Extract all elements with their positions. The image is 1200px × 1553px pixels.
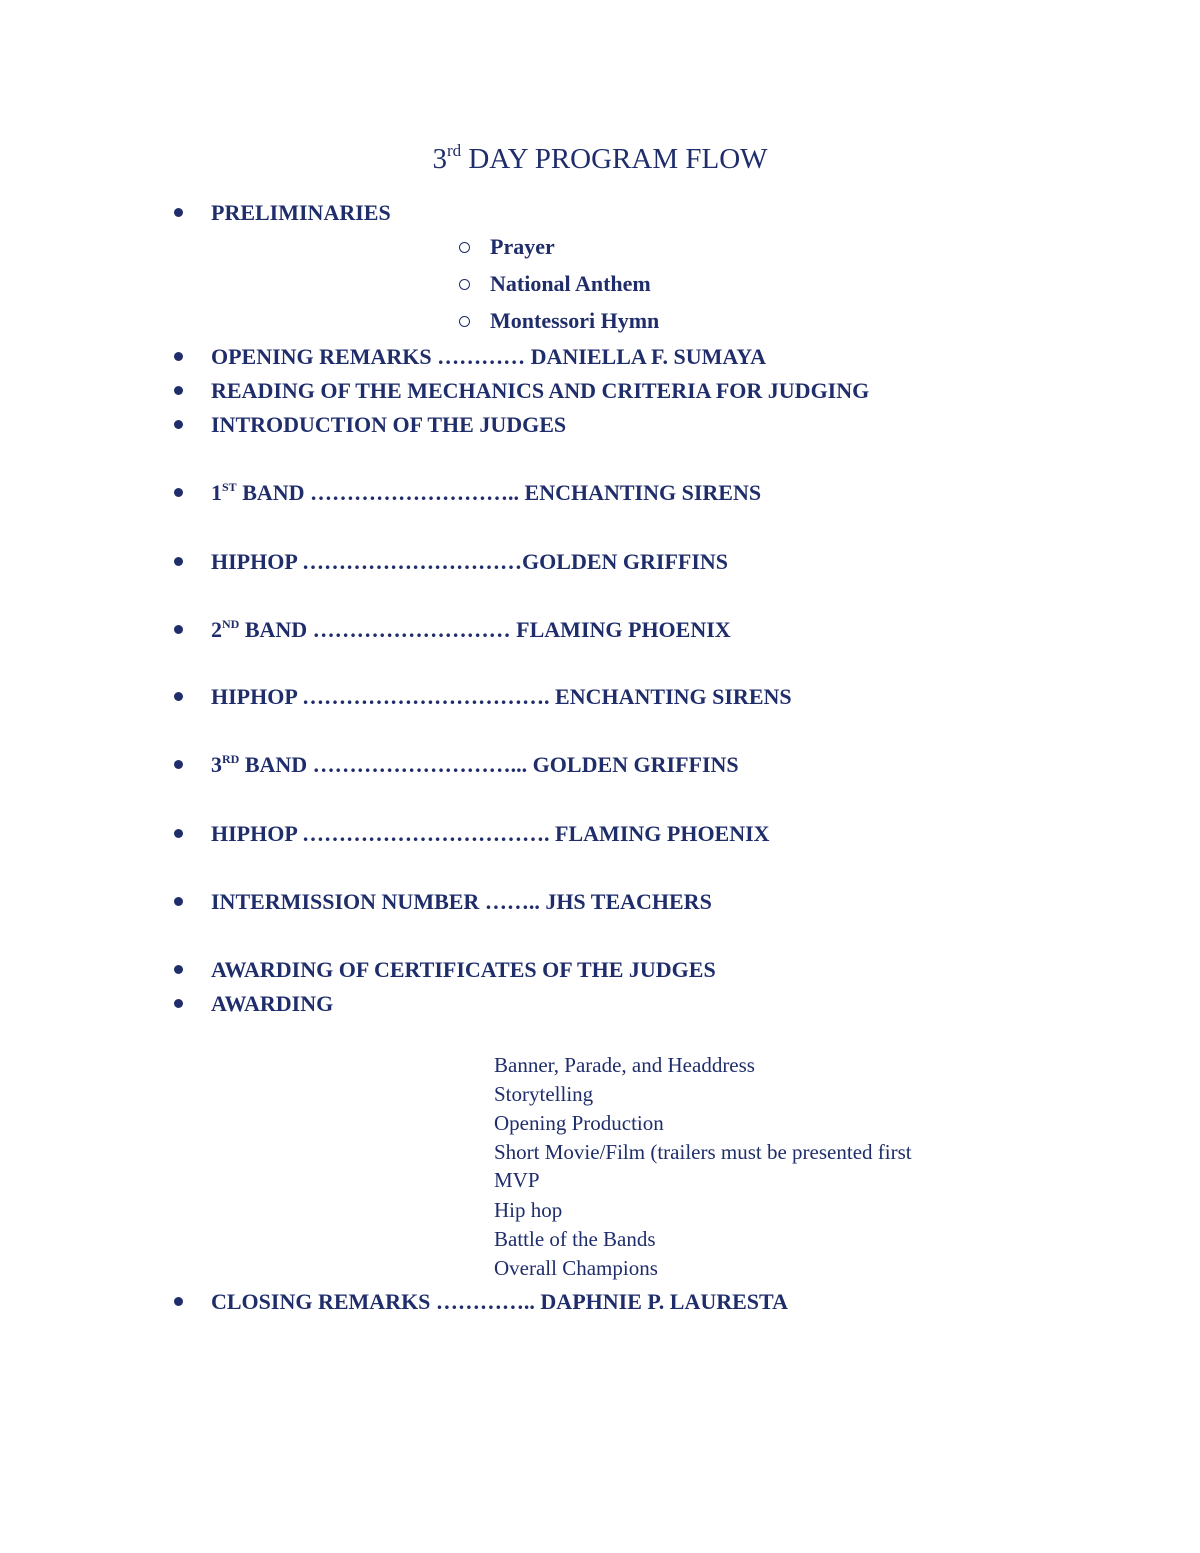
hiphop-text: HIPHOP …………………………GOLDEN GRIFFINS [211, 549, 729, 574]
reading-mechanics-text: READING OF THE MECHANICS AND CRITERIA FOR JUDGING [211, 378, 870, 403]
list-item-reading-mechanics [174, 376, 869, 406]
award-category: Opening Production [494, 1111, 664, 1135]
closing-remarks-text: CLOSING REMARKS ………….. DAPHNIE P. LAURESTA [211, 1289, 788, 1314]
award-category: Battle of the Bands [494, 1227, 656, 1251]
band-text: BAND ……………………… FLAMING PHOENIX [239, 617, 731, 642]
list-item-closing-remarks [174, 1287, 788, 1317]
title-number: 3 [432, 143, 447, 175]
preliminaries-label: PRELIMINARIES [211, 200, 391, 225]
bullet-icon [174, 557, 183, 566]
awarding-label: AWARDING [211, 991, 334, 1016]
sub-item-label: Montessori Hymn [490, 308, 660, 333]
award-category: Hip hop [494, 1198, 563, 1222]
bullet-icon [174, 420, 183, 429]
sub-item-national-anthem [459, 269, 651, 299]
band-number: 1 [211, 480, 222, 505]
awarding-certificates-text: AWARDING OF CERTIFICATES OF THE JUDGES [211, 957, 716, 982]
hollow-bullet-icon [459, 316, 470, 327]
band-suffix: RD [222, 752, 240, 766]
intermission-text: INTERMISSION NUMBER …….. JHS TEACHERS [211, 889, 712, 914]
band-text: BAND ………………………... GOLDEN GRIFFINS [239, 752, 739, 777]
award-category: Short Movie/Film (trailers must be presented first [494, 1140, 912, 1164]
bullet-icon [174, 208, 183, 217]
bullet-icon [174, 1297, 183, 1306]
hollow-bullet-icon [459, 279, 470, 290]
band-suffix: ND [222, 617, 240, 631]
bullet-icon [174, 760, 183, 769]
bullet-icon [174, 965, 183, 974]
list-item-awarding [174, 989, 333, 1019]
hiphop-text: HIPHOP ……………………………. ENCHANTING SIRENS [211, 684, 792, 709]
bullet-icon [174, 692, 183, 701]
bullet-icon [174, 897, 183, 906]
list-item-awarding-certificates [174, 955, 716, 985]
introduction-judges-text: INTRODUCTION OF THE JUDGES [211, 412, 567, 437]
band-number: 2 [211, 617, 222, 642]
opening-remarks-text: OPENING REMARKS ………… DANIELLA F. SUMAYA [211, 344, 766, 369]
bullet-icon [174, 999, 183, 1008]
page-title [0, 143, 1200, 176]
sub-item-prayer [459, 232, 555, 262]
list-item-band-1 [174, 478, 761, 508]
list-item-intermission [174, 887, 712, 917]
list-item-introduction-judges [174, 410, 566, 440]
award-category: Storytelling [494, 1082, 594, 1106]
award-category: Banner, Parade, and Headdress [494, 1053, 755, 1077]
list-item-opening-remarks [174, 342, 766, 372]
list-item-hiphop-1 [174, 547, 728, 577]
title-suffix: rd [446, 141, 462, 160]
sub-item-label: National Anthem [490, 271, 651, 296]
bullet-icon [174, 352, 183, 361]
band-text: BAND ……………………….. ENCHANTING SIRENS [236, 480, 762, 505]
award-category: Overall Champions [494, 1256, 658, 1280]
band-suffix: ST [222, 480, 237, 494]
list-item-hiphop-2 [174, 682, 792, 712]
sub-item-label: Prayer [490, 234, 555, 259]
band-number: 3 [211, 752, 222, 777]
bullet-icon [174, 829, 183, 838]
sub-item-montessori-hymn [459, 306, 659, 336]
list-item-band-2 [174, 615, 731, 645]
hollow-bullet-icon [459, 242, 470, 253]
bullet-icon [174, 625, 183, 634]
bullet-icon [174, 488, 183, 497]
hiphop-text: HIPHOP ……………………………. FLAMING PHOENIX [211, 821, 770, 846]
list-item-preliminaries [174, 198, 391, 228]
bullet-icon [174, 386, 183, 395]
title-text: DAY PROGRAM FLOW [461, 143, 768, 175]
award-category: MVP [494, 1168, 540, 1192]
list-item-band-3 [174, 750, 739, 780]
list-item-hiphop-3 [174, 819, 770, 849]
